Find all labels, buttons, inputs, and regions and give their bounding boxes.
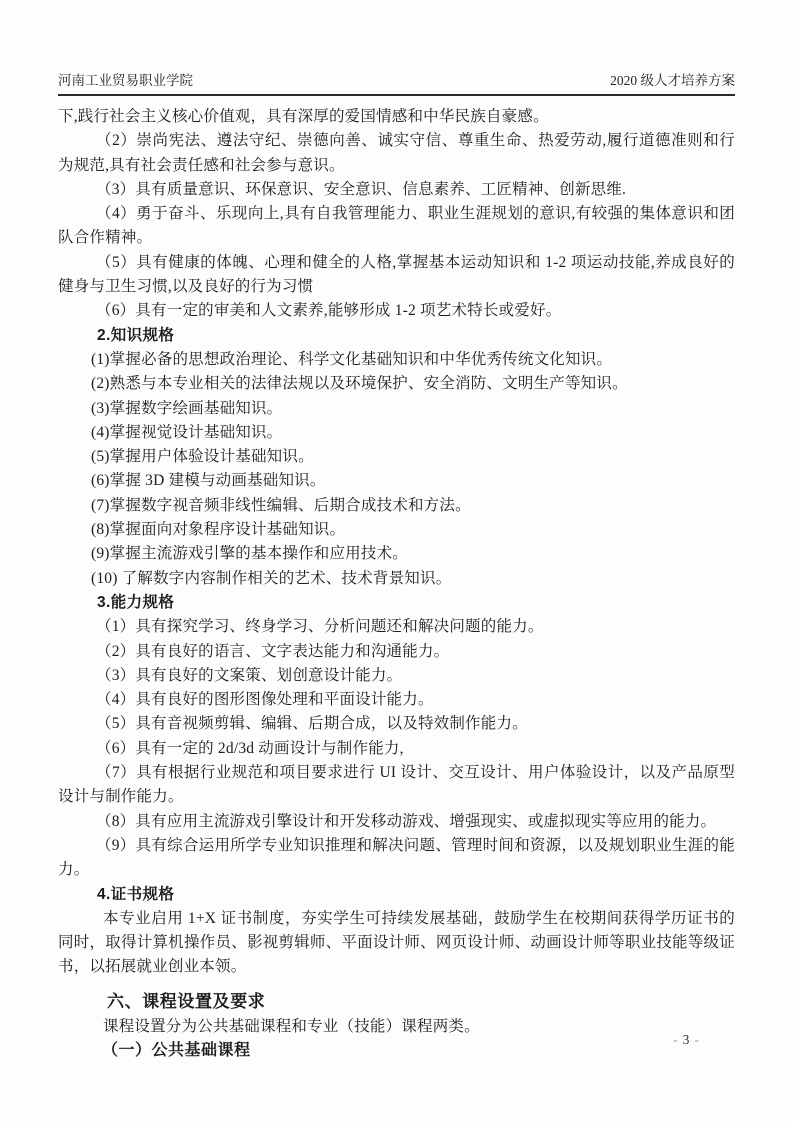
subsection-one-heading: （一）公共基础课程	[102, 1041, 251, 1059]
ability-item-7: （7）具有根据行业规范和项目要求进行 UI 设计、交互设计、用户体验设计，以及产品原型设计与制作能力。	[58, 764, 735, 806]
ability-item-4: （4）具有良好的图形图像处理和平面设计能力。	[96, 691, 434, 709]
knowledge-item-10: (10) 了解数字内容制作相关的艺术、技术背景知识。	[91, 569, 452, 587]
quality-item-4: （4）勇于奋斗、乐现向上,具有自我管理能力、职业生涯规划的意识,有较强的集体意识和团队合作精神。	[58, 205, 735, 247]
ability-item-8: （8）具有应用主流游戏引擎设计和开发移动游戏、增强现实、或虚拟现实等应用的能力。	[96, 812, 717, 830]
quality-item-5: （5）具有健康的体魄、心理和健全的人格,掌握基本运动知识和 1-2 项运动技能,养成良好的健身与卫生习惯,以及良好的行为习惯	[58, 253, 735, 296]
ability-heading: 3.能力规格	[97, 593, 175, 611]
quality-item-3: （3）具有质量意识、环保意识、安全意识、信息素养、工匠精神、创新思维.	[96, 180, 627, 198]
ability-item-6: （6）具有一定的 2d/3d 动画设计与制作能力,	[96, 739, 404, 757]
knowledge-heading: 2.知识规格	[97, 326, 175, 344]
page-number-dash-right: -	[694, 1032, 699, 1047]
header-doc-title: 2020 级人才培养方案	[610, 73, 735, 88]
ability-item-5: （5）具有音视频剪辑、编辑、后期合成，以及特效制作能力。	[96, 715, 528, 733]
section-six-heading: 六、课程设置及要求	[107, 991, 266, 1011]
knowledge-item-3: (3)掌握数字绘画基础知识。	[91, 399, 283, 417]
knowledge-item-9: (9)掌握主流游戏引擎的基本操作和应用技术。	[91, 545, 408, 563]
certificate-heading: 4.证书规格	[97, 885, 175, 903]
knowledge-item-7: (7)掌握数字视音频非线性编辑、后期合成技术和方法。	[91, 496, 471, 514]
knowledge-item-6: (6)掌握 3D 建模与动画基础知识。	[91, 472, 326, 490]
knowledge-item-2: (2)熟悉与本专业相关的法律法规以及环境保护、安全消防、文明生产等知识。	[91, 375, 628, 393]
page-number	[646, 1031, 726, 1049]
knowledge-item-5: (5)掌握用户体验设计基础知识。	[91, 448, 314, 466]
page-number-dash-left: -	[673, 1032, 678, 1047]
intro-paragraph: 下,践行社会主义核心价值观，具有深厚的爱国情感和中华民族自豪感。	[58, 108, 549, 125]
knowledge-item-8: (8)掌握面向对象程序设计基础知识。	[91, 521, 346, 539]
header-school-name: 河南工业贸易职业学院	[58, 73, 193, 88]
ability-item-3: （3）具有良好的文案策、划创意设计能力。	[96, 666, 403, 684]
certificate-paragraph: 本专业启用 1+X 证书制度，夯实学生可持续发展基础，鼓励学生在校期间获得学历证书的同时，取得计算机操作员、影视剪辑师、平面设计师、网页设计师、动画设计师等职业技能等级证书，以拓展就业创业本领。	[58, 909, 735, 976]
quality-item-2: （2）崇尚宪法、遵法守纪、崇德向善、诚实守信、尊重生命、热爱劳动,履行道德准则和行为规范,具有社会责任感和社会参与意识。	[58, 132, 735, 174]
document-body	[58, 105, 735, 1063]
ability-item-1: （1）具有探究学习、终身学习、分析问题还和解决问题的能力。	[96, 618, 544, 636]
page-number-value: 3	[682, 1032, 690, 1047]
page-header	[58, 0, 735, 96]
knowledge-item-1: (1)掌握必备的思想政治理论、科学文化基础知识和中华优秀传统文化知识。	[91, 350, 613, 368]
quality-item-6: （6）具有一定的审美和人文素养,能够形成 1-2 项艺术特长或爱好。	[96, 302, 562, 320]
ability-item-9: （9）具有综合运用所学专业知识推理和解决问题、管理时间和资源，以及规划职业生涯的能力。	[58, 836, 735, 879]
ability-item-2: （2）具有良好的语言、文字表达能力和沟通能力。	[96, 642, 450, 660]
section-six-intro: 课程设置分为公共基础课程和专业（技能）课程两类。	[103, 1017, 480, 1035]
knowledge-item-4: (4)掌握视觉设计基础知识。	[91, 423, 283, 441]
